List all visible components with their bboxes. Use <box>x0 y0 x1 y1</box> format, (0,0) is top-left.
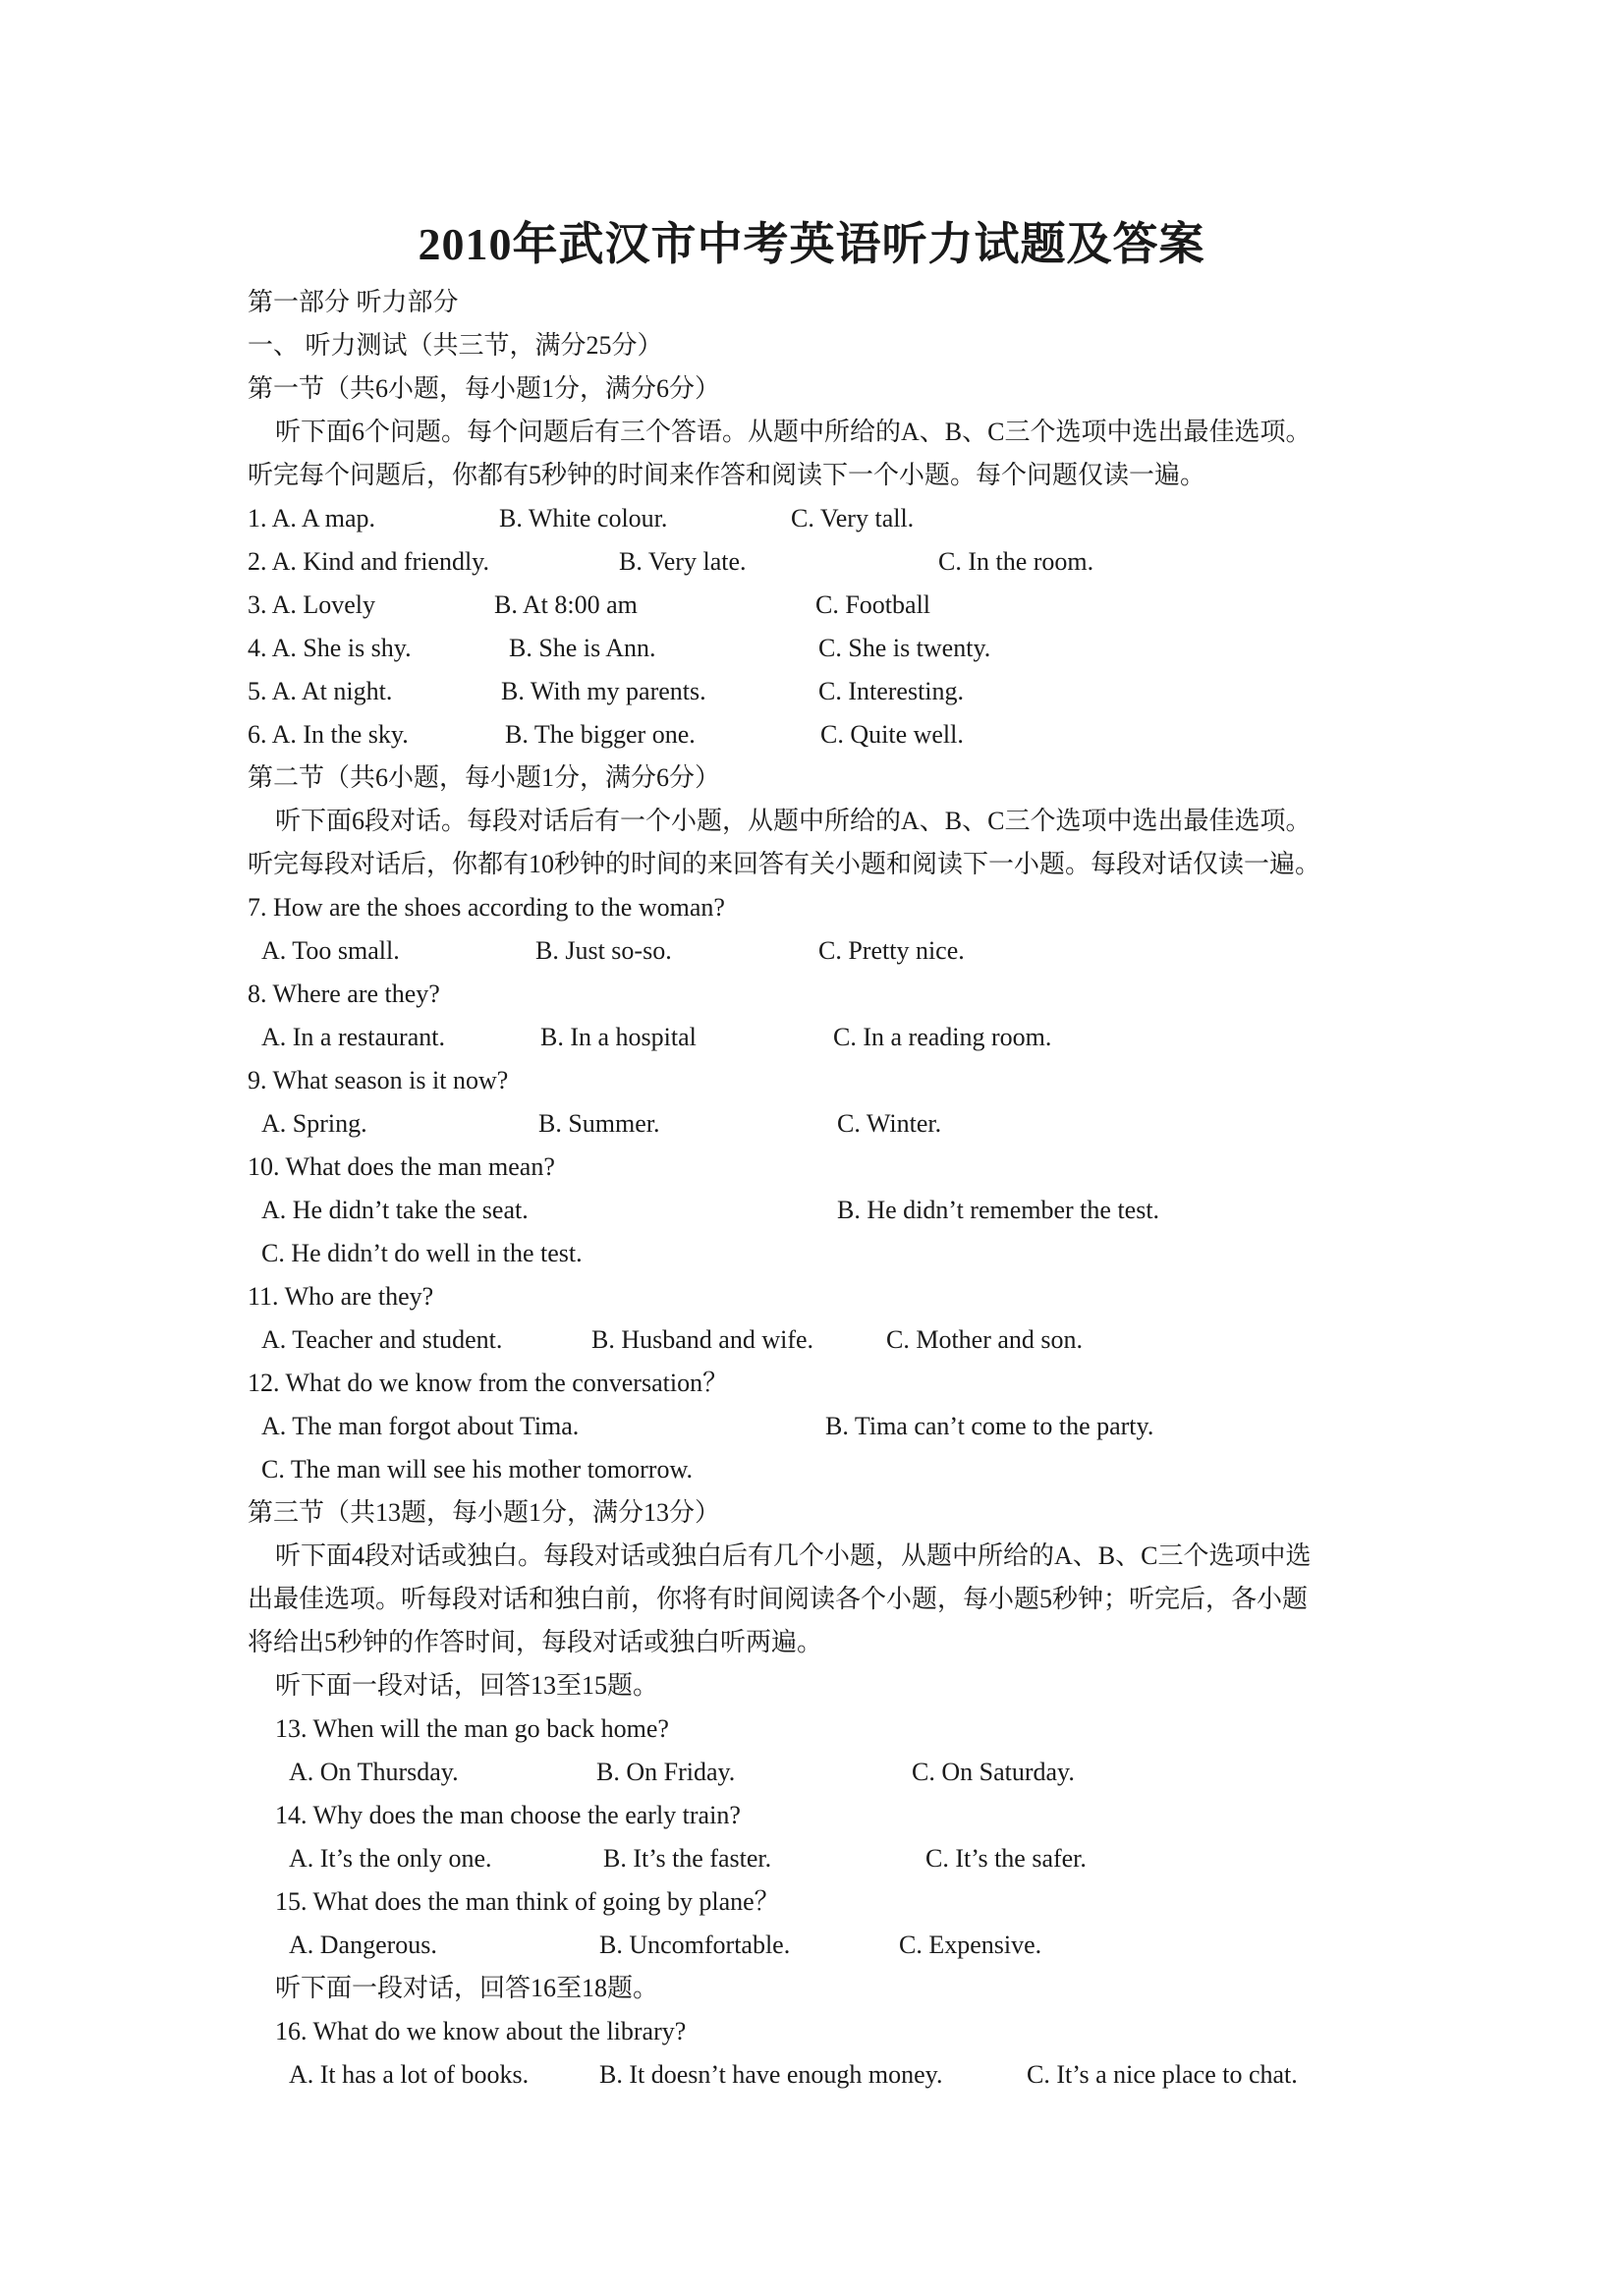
subsection-1-header: 第一节（共6小题，每小题1分，满分6分） <box>248 374 721 403</box>
question-15-option-a: A. Dangerous. <box>289 1931 437 1959</box>
question-11-option-b: B. Husband and wife. <box>591 1325 814 1354</box>
page-title: 2010年武汉市中考英语听力试题及答案 <box>418 219 1205 269</box>
question-10-option-c: C. He didn’t do well in the test. <box>261 1239 583 1267</box>
question-8-stem: 8. Where are they? <box>248 980 440 1008</box>
question-8-option-a: A. In a restaurant. <box>261 1023 445 1051</box>
question-15-option-c: C. Expensive. <box>899 1931 1042 1959</box>
question-3-option-a: 3. A. Lovely <box>248 590 375 619</box>
question-2-option-a: 2. A. Kind and friendly. <box>248 547 489 576</box>
question-11-option-a: A. Teacher and student. <box>261 1325 503 1354</box>
subsection-1-intro-line-1: 听下面6个问题。每个问题后有三个答语。从题中所给的A、B、C三个选项中选出最佳选项。 <box>275 418 1312 446</box>
question-2-option-c: C. In the room. <box>938 547 1094 576</box>
question-13-option-b: B. On Friday. <box>596 1758 736 1786</box>
section-heading: 一、 听力测试（共三节，满分25分） <box>248 331 663 360</box>
question-14-option-c: C. It’s the safer. <box>925 1844 1087 1873</box>
question-6-option-b: B. The bigger one. <box>505 720 696 749</box>
part-heading: 第一部分 听力部分 <box>248 288 459 316</box>
question-13-option-a: A. On Thursday. <box>289 1758 459 1786</box>
question-1-option-c: C. Very tall. <box>791 504 915 532</box>
question-7-option-a: A. Too small. <box>261 936 400 965</box>
question-16-option-a: A. It has a lot of books. <box>289 2060 530 2089</box>
subsection-3-intro-line-3: 将给出5秒钟的作答时间，每段对话或独白听两遍。 <box>248 1628 823 1656</box>
subsection-1-intro-line-2: 听完每个问题后，你都有5秒钟的时间来作答和阅读下一个小题。每个问题仅读一遍。 <box>248 461 1206 489</box>
question-2-option-b: B. Very late. <box>619 547 747 576</box>
question-9-option-c: C. Winter. <box>837 1109 942 1138</box>
subsection-3-intro-line-1: 听下面4段对话或独白。每段对话或独白后有几个小题，从题中所给的A、B、C三个选项中选 <box>275 1541 1312 1570</box>
question-4-option-b: B. She is Ann. <box>509 634 656 662</box>
question-1-option-a: 1. A. A map. <box>248 504 376 532</box>
dialogue-group-2-label: 听下面一段对话，回答16至18题。 <box>275 1974 659 2002</box>
subsection-2-header: 第二节（共6小题，每小题1分，满分6分） <box>248 763 721 792</box>
question-6-option-c: C. Quite well. <box>820 720 964 749</box>
question-12-option-c: C. The man will see his mother tomorrow. <box>261 1455 694 1484</box>
question-13-option-c: C. On Saturday. <box>912 1758 1075 1786</box>
question-12-option-b: B. Tima can’t come to the party. <box>825 1412 1154 1440</box>
question-7-option-b: B. Just so-so. <box>535 936 672 965</box>
question-14-option-a: A. It’s the only one. <box>289 1844 492 1873</box>
dialogue-group-1-label: 听下面一段对话，回答13至15题。 <box>275 1671 659 1700</box>
question-4-option-a: 4. A. She is shy. <box>248 634 412 662</box>
question-11-option-c: C. Mother and son. <box>886 1325 1084 1354</box>
subsection-2-intro-line-1: 听下面6段对话。每段对话后有一个小题，从题中所给的A、B、C三个选项中选出最佳选项。 <box>275 807 1312 835</box>
question-6-option-a: 6. A. In the sky. <box>248 720 409 749</box>
question-8-option-b: B. In a hospital <box>540 1023 697 1051</box>
question-8-option-c: C. In a reading room. <box>833 1023 1052 1051</box>
subsection-3-intro-line-2: 出最佳选项。听每段对话和独白前，你将有时间阅读各个小题，每小题5秒钟；听完后，各小题 <box>248 1585 1309 1613</box>
question-10-option-a: A. He didn’t take the seat. <box>261 1196 529 1224</box>
question-3-option-b: B. At 8:00 am <box>494 590 638 619</box>
question-12-option-a: A. The man forgot about Tima. <box>261 1412 580 1440</box>
question-15-option-b: B. Uncomfortable. <box>599 1931 791 1959</box>
subsection-3-header: 第三节（共13题，每小题1分，满分13分） <box>248 1498 721 1527</box>
question-16-stem: 16. What do we know about the library? <box>275 2017 687 2045</box>
question-1-option-b: B. White colour. <box>499 504 668 532</box>
question-5-option-a: 5. A. At night. <box>248 677 393 705</box>
question-16-option-c: C. It’s a nice place to chat. <box>1027 2060 1298 2089</box>
question-14-stem: 14. Why does the man choose the early train? <box>275 1801 741 1829</box>
question-14-option-b: B. It’s the faster. <box>603 1844 772 1873</box>
question-9-option-b: B. Summer. <box>538 1109 660 1138</box>
question-5-option-c: C. Interesting. <box>818 677 965 705</box>
question-7-option-c: C. Pretty nice. <box>818 936 965 965</box>
question-5-option-b: B. With my parents. <box>501 677 706 705</box>
question-16-option-b: B. It doesn’t have enough money. <box>599 2060 943 2089</box>
question-15-stem: 15. What does the man think of going by plane？ <box>275 1887 780 1916</box>
question-10-option-b: B. He didn’t remember the test. <box>837 1196 1160 1224</box>
question-10-stem: 10. What does the man mean? <box>248 1152 555 1181</box>
question-11-stem: 11. Who are they? <box>248 1282 434 1311</box>
question-9-stem: 9. What season is it now? <box>248 1066 509 1094</box>
question-9-option-a: A. Spring. <box>261 1109 367 1138</box>
question-7-stem: 7. How are the shoes according to the woman? <box>248 893 725 922</box>
question-13-stem: 13. When will the man go back home? <box>275 1714 669 1743</box>
question-4-option-c: C. She is twenty. <box>818 634 991 662</box>
question-3-option-c: C. Football <box>815 590 931 619</box>
question-12-stem: 12. What do we know from the conversation？ <box>248 1369 729 1397</box>
subsection-2-intro-line-2: 听完每段对话后，你都有10秒钟的时间的来回答有关小题和阅读下一小题。每段对话仅读一遍。 <box>248 850 1321 878</box>
